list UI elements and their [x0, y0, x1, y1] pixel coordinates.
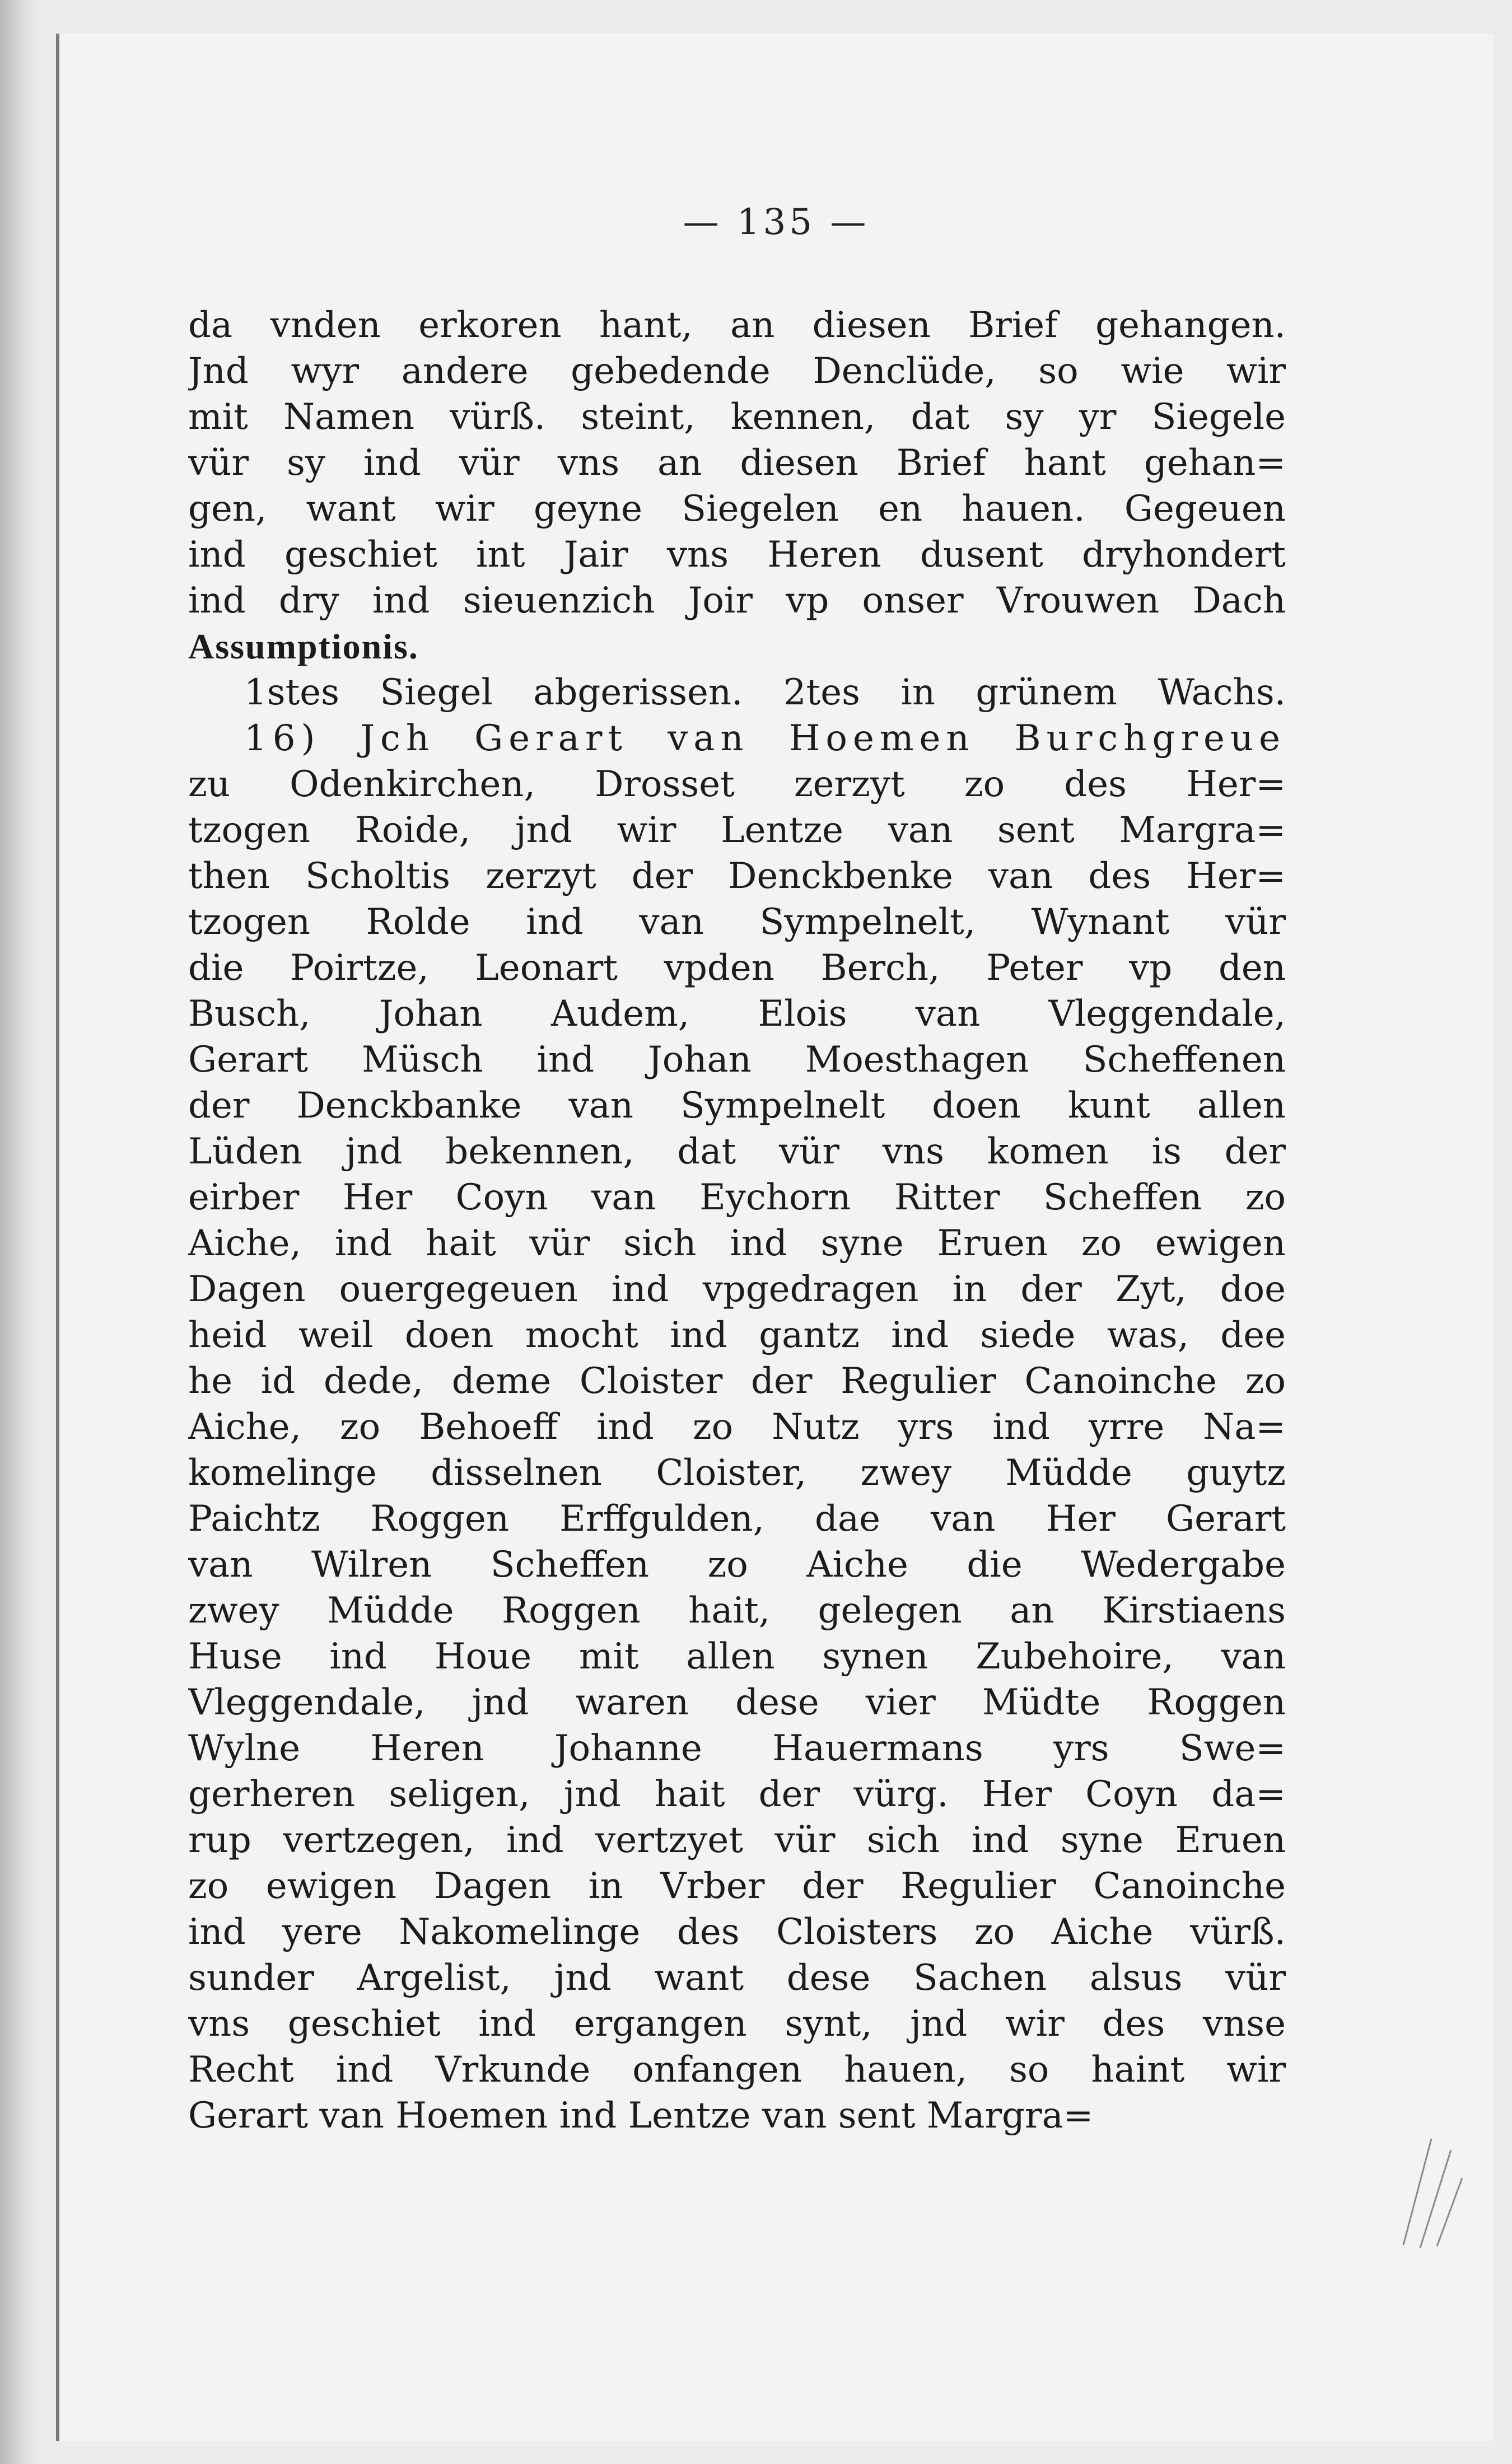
- text-line: vür sy ind vür vns an diesen Brief hant gehan=: [188, 442, 1286, 484]
- text-line: da vnden erkoren hant, an diesen Brief gehangen.: [188, 305, 1286, 346]
- text-line: tzogen Rolde ind van Sympelnelt, Wynant vür: [188, 901, 1286, 943]
- text-line: Recht ind Vrkunde onfangen hauen, so haint wir: [188, 2049, 1286, 2091]
- text-line: ind yere Nakomelinge des Cloisters zo Aiche vürß.: [188, 1911, 1286, 1953]
- text-line: tzogen Roide, jnd wir Lentze van sent Margra=: [188, 810, 1286, 851]
- text-line: Busch, Johan Audem, Elois van Vleggendale,: [188, 993, 1286, 1035]
- text-line: mit Namen vürß. steint, kennen, dat sy yr Siegele: [188, 396, 1286, 438]
- text-line: ind dry ind sieuenzich Joir vp onser Vrouwen Dach: [188, 580, 1286, 621]
- text-line: der Denckbanke van Sympelnelt doen kunt allen: [188, 1085, 1286, 1126]
- page-number: — 135 —: [683, 202, 870, 243]
- text-line: 16) Jch Gerart van Hoemen Burchgreue: [244, 718, 1286, 759]
- text-line: Aiche, zo Behoeff ind zo Nutz yrs ind yrre Na=: [188, 1406, 1286, 1448]
- text-line: Lüden jnd bekennen, dat vür vns komen is der: [188, 1131, 1286, 1172]
- text-line: Wylne Heren Johanne Hauermans yrs Swe=: [188, 1728, 1286, 1769]
- text-line: komelinge disselnen Cloister, zwey Müdde guytz: [188, 1452, 1286, 1494]
- text-line: gerheren seligen, jnd hait der vürg. Her Coyn da=: [188, 1774, 1286, 1815]
- text-line: van Wilren Scheffen zo Aiche die Wedergabe: [188, 1544, 1286, 1586]
- text-line: Dagen ouergegeuen ind vpgedragen in der Zyt, doe: [188, 1269, 1286, 1310]
- text-line: Jnd wyr andere gebedende Denclüde, so wie wir: [188, 350, 1286, 392]
- text-line: Paichtz Roggen Erffgulden, dae van Her Gerart: [188, 1498, 1286, 1540]
- text-line: zo ewigen Dagen in Vrber der Regulier Canoinche: [188, 1865, 1286, 1907]
- text-line: ind geschiet int Jair vns Heren dusent dryhondert: [188, 534, 1286, 576]
- text-line: 1stes Siegel abgerissen. 2tes in grünem Wachs.: [244, 672, 1286, 713]
- text-line: zwey Müdde Roggen hait, gelegen an Kirstiaens: [188, 1590, 1286, 1631]
- text-line: Huse ind Houe mit allen synen Zubehoire, van: [188, 1636, 1286, 1677]
- text-line: Assumptionis.: [188, 626, 419, 666]
- text-line: rup vertzegen, ind vertzyet vür sich ind syne Eruen: [188, 1820, 1286, 1861]
- text-line: zu Odenkirchen, Drosset zerzyt zo des Her=: [188, 764, 1286, 805]
- text-line: Gerart Müsch ind Johan Moesthagen Scheffenen: [188, 1039, 1286, 1081]
- text-line: vns geschiet ind ergangen synt, jnd wir des vnse: [188, 2003, 1286, 2045]
- text-line: heid weil doen mocht ind gantz ind siede was, dee: [188, 1315, 1286, 1356]
- text-line: Aiche, ind hait vür sich ind syne Eruen zo ewigen: [188, 1223, 1286, 1264]
- text-line: Gerart van Hoemen ind Lentze van sent Margra=: [188, 2095, 1094, 2136]
- scan-scratch-marks: [1398, 2128, 1465, 2251]
- text-line: then Scholtis zerzyt der Denckbenke van des Her=: [188, 855, 1286, 897]
- binding-edge: [0, 0, 39, 2464]
- text-line: he id dede, deme Cloister der Regulier Canoinche zo: [188, 1360, 1286, 1402]
- text-line: gen, want wir geyne Siegelen en hauen. Gegeuen: [188, 488, 1286, 530]
- text-line: eirber Her Coyn van Eychorn Ritter Scheffen zo: [188, 1177, 1286, 1218]
- text-line: sunder Argelist, jnd want dese Sachen alsus vür: [188, 1957, 1286, 1999]
- book-page: [59, 34, 1493, 2441]
- text-line: Vleggendale, jnd waren dese vier Müdte Roggen: [188, 1682, 1286, 1723]
- page-text: [188, 302, 1286, 2139]
- text-line: die Poirtze, Leonart vpden Berch, Peter vp den: [188, 947, 1286, 989]
